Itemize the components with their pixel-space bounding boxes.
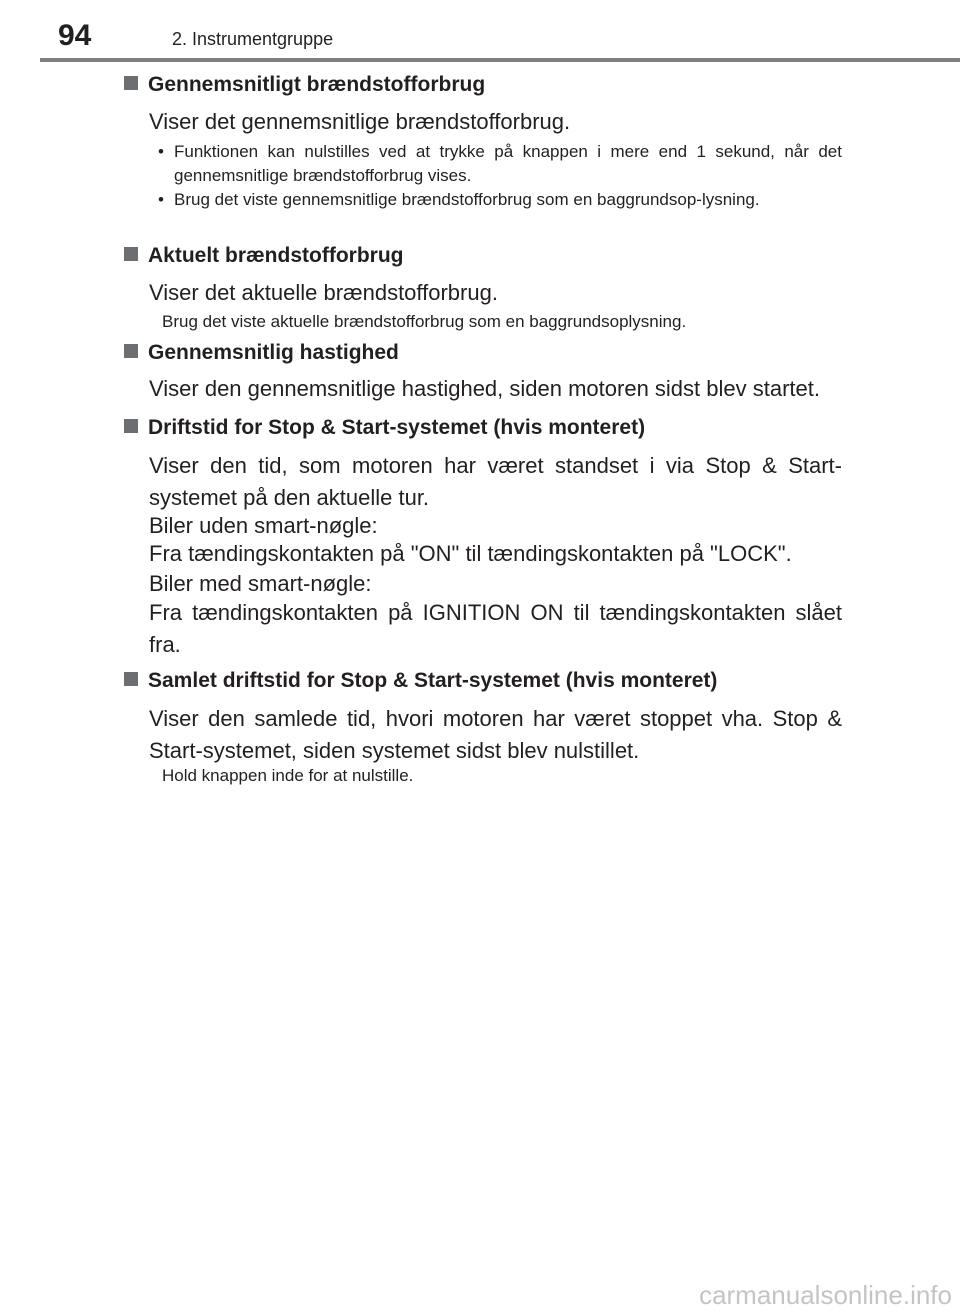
section-heading xyxy=(124,339,399,367)
header-rule xyxy=(40,58,960,62)
section-heading-text: Gennemsnitlig hastighed xyxy=(148,341,399,364)
watermark: carmanualsonline.info xyxy=(699,1280,952,1310)
section-heading xyxy=(124,414,645,442)
section-heading xyxy=(124,667,717,695)
bullet-dot: • xyxy=(158,190,164,209)
section-heading-text: Driftstid for Stop & Start-systemet (hvis monteret) xyxy=(148,416,646,439)
section-note: Hold knappen inde for at nulstille. xyxy=(162,766,414,785)
square-bullet-icon xyxy=(124,344,138,358)
section-body-line: Viser den tid, som motoren har været standset i via Stop & Start-systemet på den aktuelle tur. xyxy=(149,453,842,510)
bullet-dot: • xyxy=(158,142,164,161)
page-number: 94 xyxy=(58,19,92,52)
section-body: Viser det aktuelle brændstofforbrug. xyxy=(149,280,498,305)
section-heading xyxy=(124,242,403,270)
section-body-line: Biler med smart-nøgle: xyxy=(149,571,372,596)
section-body-line: Fra tændingskontakten på "ON" til tændingskontakten på "LOCK". xyxy=(149,541,792,566)
section-body-line: Fra tændingskontakten på IGNITION ON til tændingskontakten slået fra. xyxy=(149,600,842,657)
bullet-item xyxy=(158,140,842,188)
section-body: Viser den samlede tid, hvori motoren har været stoppet vha. Stop & Start-systemet, siden systemet sidst blev nulstillet. xyxy=(149,706,842,763)
section-heading-text: Aktuelt brændstofforbrug xyxy=(148,244,404,267)
bullet-item xyxy=(158,188,842,212)
square-bullet-icon xyxy=(124,419,138,433)
section-heading-text: Samlet driftstid for Stop & Start-systemet (hvis monteret) xyxy=(148,669,718,692)
section-body: Viser den gennemsnitlige hastighed, siden motoren sidst blev startet. xyxy=(149,376,820,401)
square-bullet-icon xyxy=(124,247,138,261)
bullet-text: Funktionen kan nulstilles ved at trykke på knappen i mere end 1 sekund, når det gennemsnitlige brændstofforbrug vises. xyxy=(174,142,842,185)
square-bullet-icon xyxy=(124,672,138,686)
square-bullet-icon xyxy=(124,76,138,90)
page-header xyxy=(0,0,960,62)
section-body-line: Biler uden smart-nøgle: xyxy=(149,513,378,538)
section-note: Brug det viste aktuelle brændstofforbrug som en baggrundsoplysning. xyxy=(162,312,687,331)
bullet-text: Brug det viste gennemsnitlige brændstofforbrug som en baggrundsop-lysning. xyxy=(174,190,760,209)
section-body: Viser det gennemsnitlige brændstofforbrug. xyxy=(149,109,571,134)
section-heading-text: Gennemsnitligt brændstofforbrug xyxy=(148,73,486,96)
section-heading xyxy=(124,71,485,99)
chapter-title: 2. Instrumentgruppe xyxy=(172,29,334,49)
